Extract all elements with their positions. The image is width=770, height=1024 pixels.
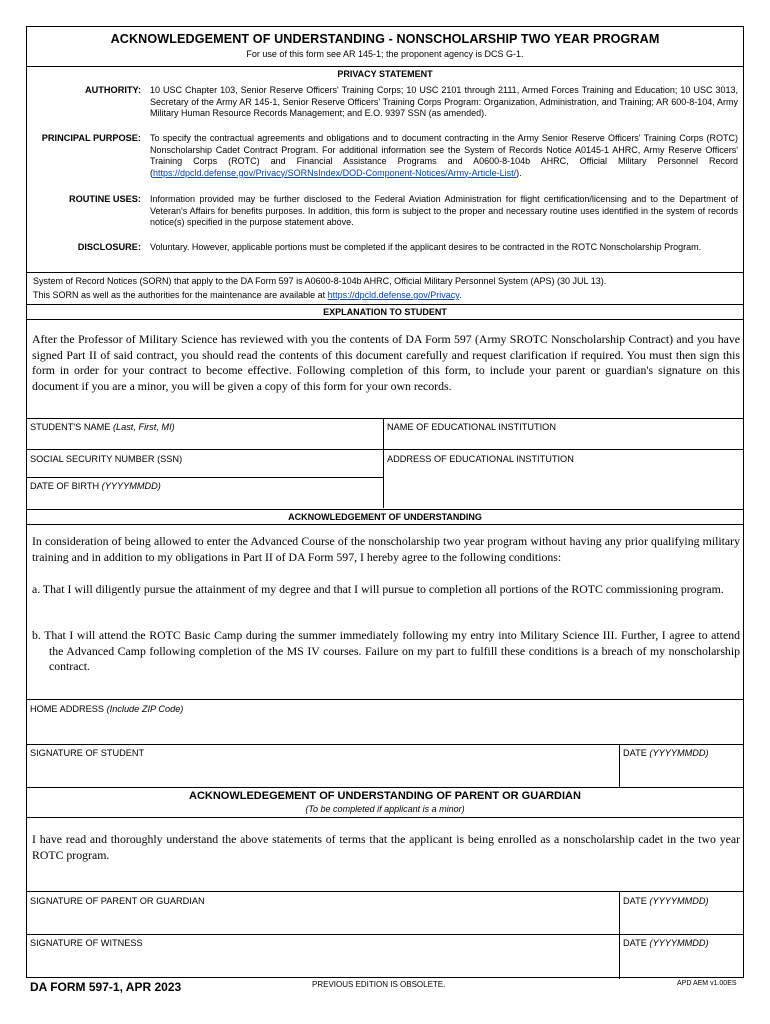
privacy-heading: PRIVACY STATEMENT [337, 69, 433, 79]
condition-b: b. That I will attend the ROTC Basic Camp during the summer immediately following my entry into Military Science III. Further, I agree to attend the Advanced Camp following completion of the MS IV courses. Failure on my part to fulfill these conditions is a breach of my nonscholarship contract. [32, 628, 740, 674]
principal-purpose-text [150, 133, 738, 179]
student-date-hint: (YYYYMMDD) [649, 748, 709, 758]
home-address-hint: (Include ZIP Code) [106, 704, 184, 714]
form-frame [26, 26, 744, 978]
divider [27, 66, 743, 67]
authority-label: AUTHORITY: [85, 85, 141, 95]
obsolete-notice: PREVIOUS EDITION IS OBSOLETE. [312, 980, 446, 989]
dob-hint: (YYYYMMDD) [101, 481, 161, 491]
divider [27, 699, 743, 700]
home-address-field[interactable] [30, 704, 183, 714]
student-name-field[interactable] [30, 422, 175, 432]
student-date-field[interactable] [623, 748, 709, 758]
student-name-hint: (Last, First, MI) [112, 422, 175, 432]
field-divider [619, 744, 620, 787]
student-name-label: STUDENT'S NAME [30, 422, 111, 432]
divider [27, 934, 743, 935]
dob-label: DATE OF BIRTH [30, 481, 100, 491]
form-title: ACKNOWLEDGEMENT OF UNDERSTANDING - NONSCHOLARSHIP TWO YEAR PROGRAM [110, 32, 660, 46]
divider [27, 891, 743, 892]
parent-date-field[interactable] [623, 896, 709, 906]
sorn-line-2-end: . [459, 290, 462, 300]
principal-purpose-body: To specify the contractual agreements and obligations and to document contracting in the Army Senior Reserve Officers' Training Corps (ROTC) Nonscholarship Cadet Contract Program. For additional information see the System of Records Notice A0145-1 AHRC, Army Reserve Officers' Training Corps (ROTC) and Financial Assistance Programs and A0600-8-104b AHRC, Official Military Personnel Record ( [150, 133, 738, 178]
divider [27, 304, 743, 305]
sorn-line-2 [33, 290, 462, 300]
divider [27, 817, 743, 818]
witness-date-field[interactable] [623, 938, 709, 948]
divider [27, 477, 383, 478]
sorn-line-2-text: This SORN as well as the authorities for the maintenance are available at [33, 290, 328, 300]
parent-signature-field[interactable]: SIGNATURE OF PARENT OR GUARDIAN [30, 896, 205, 906]
explanation-text: After the Professor of Military Science has reviewed with you the contents of DA Form 597 (Army SROTC Nonscholarship Contract) and you have signed Part II of said contract, you should read the contents of this document carefully and request clarification if required. You must then sign this form in order for your contract to become effective. Following completion of this form, to include your parent or guardian's signature on this document if you are a minor, you will be given a copy of this form for your own records. [32, 332, 740, 393]
divider [27, 744, 743, 745]
parent-statement: I have read and thoroughly understand the above statements of terms that the applicant is being enrolled as a nonscholarship cadet in the two year ROTC program. [32, 832, 740, 862]
dob-field[interactable] [30, 481, 161, 491]
disclosure-text: Voluntary. However, applicable portions must be completed if the applicant desires to be contracted in the ROTC Nonscholarship Program. [150, 242, 702, 252]
parent-date-label: DATE [623, 896, 647, 906]
witness-date-hint: (YYYYMMDD) [649, 938, 709, 948]
divider [27, 787, 743, 788]
form-number: DA FORM 597-1, APR 2023 [30, 980, 182, 994]
authority-text: 10 USC Chapter 103, Senior Reserve Officers' Training Corps; 10 USC 2101 through 2111, Armed Forces Training and Education; 10 USC 3013, Secretary of the Army AR 145-1, Senior Reserve Officers' Training Corps Program: Organization, Administration, and Training; AR 600-8-104, Army Military Human Resource Records Management; and E.O. 9397 SSN (as amended). [150, 85, 738, 118]
parent-date-hint: (YYYYMMDD) [649, 896, 709, 906]
principal-purpose-label: PRINCIPAL PURPOSE: [41, 133, 141, 143]
divider [27, 418, 743, 419]
student-date-label: DATE [623, 748, 647, 758]
form-subtitle: For use of this form see AR 145-1; the proponent agency is DCS G-1. [246, 49, 524, 59]
institution-name-field[interactable]: NAME OF EDUCATIONAL INSTITUTION [387, 422, 556, 432]
witness-signature-field[interactable]: SIGNATURE OF WITNESS [30, 938, 143, 948]
sorn-line-1: System of Record Notices (SORN) that apply to the DA Form 597 is A0600-8-104b AHRC, Official Military Personnel System (APS) (30 JUL 13). [33, 276, 607, 286]
routine-uses-text: Information provided may be further disclosed to the Federal Aviation Administration for flight certification/licensing and to the Department of Veteran's Affairs for benefits purposes. In addition, this form is subject to the proper and necessary routine uses identified in the system of records notice(s) specified in the purpose statement above. [150, 194, 738, 227]
sorn-index-link[interactable]: https://dpcld.defense.gov/Privacy/SORNsIndex/DOD-Component-Notices/Army-Article-List/ [153, 167, 517, 178]
divider [27, 509, 743, 510]
condition-a: a. That I will diligently pursue the attainment of my degree and that I will pursue to completion all portions of the ROTC commissioning program. [32, 582, 724, 596]
parent-heading: ACKNOWLEDEGEMENT OF UNDERSTANDING OF PARENT OR GUARDIAN [189, 790, 581, 802]
student-signature-field[interactable]: SIGNATURE OF STUDENT [30, 748, 145, 758]
privacy-link[interactable]: https://dpcld.defense.gov/Privacy [327, 290, 460, 300]
institution-address-field[interactable]: ADDRESS OF EDUCATIONAL INSTITUTION [387, 454, 574, 464]
version-label: APD AEM v1.00ES [677, 980, 737, 987]
divider [27, 449, 743, 450]
divider [27, 524, 743, 525]
divider [27, 272, 743, 273]
witness-date-label: DATE [623, 938, 647, 948]
principal-purpose-end: ). [516, 167, 522, 178]
field-divider [619, 891, 620, 979]
parent-subheading: (To be completed if applicant is a minor) [305, 804, 465, 814]
ssn-field[interactable]: SOCIAL SECURITY NUMBER (SSN) [30, 454, 183, 464]
home-address-label: HOME ADDRESS [30, 704, 105, 714]
disclosure-label: DISCLOSURE: [77, 242, 141, 252]
routine-uses-label: ROUTINE USES: [69, 194, 141, 204]
divider [27, 319, 743, 320]
acknowledgement-heading: ACKNOWLEDGEMENT OF UNDERSTANDING [288, 512, 482, 522]
explanation-heading: EXPLANATION TO STUDENT [323, 307, 447, 317]
field-divider [383, 418, 384, 508]
acknowledgement-intro: In consideration of being allowed to enter the Advanced Course of the nonscholarship two year program without having any prior qualifying military training and in addition to my obligations in Part II of DA Form 597, I hereby agree to the following conditions: [32, 534, 740, 564]
